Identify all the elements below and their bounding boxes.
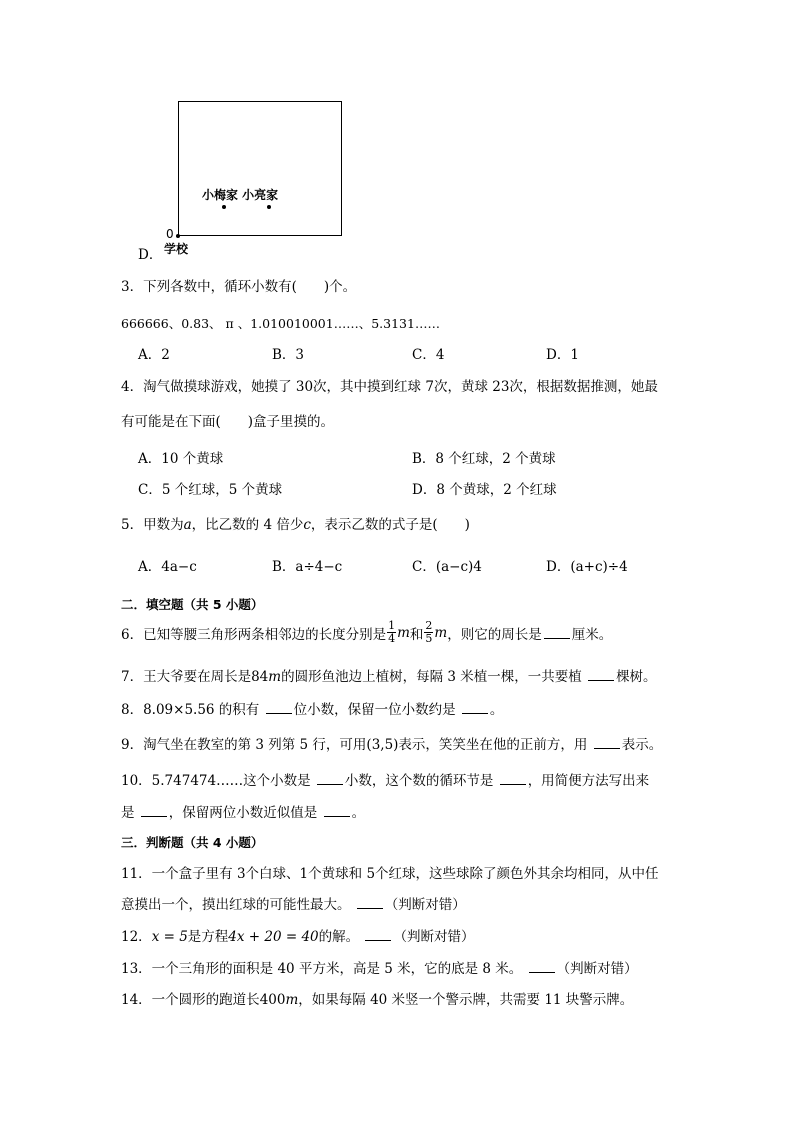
q4-stem-line2: 有可能是在下面( )盒子里摸的。 <box>121 414 335 430</box>
q5-stem-b: ，比乙数的 4 倍少 <box>191 517 304 533</box>
q10-blank-4[interactable] <box>324 804 350 817</box>
q11-answer-blank[interactable] <box>357 896 383 909</box>
q5-option-d: D．(a+c)÷4 <box>546 559 628 575</box>
q14-pre: 14．一个圆形的跑道长 <box>121 992 260 1008</box>
q10-blank-2[interactable] <box>500 772 526 785</box>
q13-answer-blank[interactable] <box>529 960 555 973</box>
q4-option-d: D．8 个黄球，2 个红球 <box>412 482 557 498</box>
q8-mid: 位小数，保留一位小数约是 <box>293 702 456 718</box>
q3-option-d: D．1 <box>546 347 579 363</box>
q10-line1-c: ，用简便方法写出来 <box>527 773 650 789</box>
q9-text: 9．淘气坐在教室的第 3 列第 5 行，可用(3,5)表示，笑笑坐在他的正前方，用 <box>121 737 588 753</box>
q4-option-b: B．8 个红球，2 个黄球 <box>412 451 556 467</box>
q3-option-a: A．2 <box>138 347 170 363</box>
q14-unit: m <box>285 992 299 1008</box>
q5-stem-a: 5．甲数为 <box>121 517 184 533</box>
section-fill-blank-title: 二．填空题（共 5 小题） <box>121 597 264 612</box>
q9-tail: 表示。 <box>621 737 663 753</box>
q12-post: 的解。 <box>318 929 360 945</box>
q8-pre: 8．8.09×5.56 的积有 <box>121 702 260 718</box>
q12-eq1: x = 5 <box>151 929 188 945</box>
q6-pre: 6．已知等腰三角形两条相邻边的长度分别是 <box>121 626 387 643</box>
q10-line2-c: 。 <box>351 805 366 821</box>
q8-blank-1[interactable] <box>266 701 292 714</box>
q6-f2-den: 5 <box>425 632 433 645</box>
q7-tail: 棵树。 <box>616 669 657 685</box>
q11-tail: （判断对错） <box>384 897 466 913</box>
q8-line <box>121 698 503 718</box>
q5-stem-c: ，表示乙数的式子是( ) <box>310 517 470 533</box>
q4-stem-line1: 4．淘气做摸球游戏，她摸了 30次，其中摸到红球 7次，黄球 23次，根据数据推测，她最 <box>121 379 658 395</box>
q11-line2-text: 意摸出一个，摸出红球的可能性最大。 <box>121 897 351 913</box>
q12-eq2: 4x + 20 = 40 <box>228 929 319 945</box>
q10-line1 <box>121 769 649 789</box>
option-d-letter: D． <box>138 247 163 263</box>
q6-unit-1: m <box>397 624 410 641</box>
q6-line <box>121 620 612 645</box>
map-frame <box>178 101 342 236</box>
q13-line <box>121 957 638 977</box>
q11-line2 <box>121 893 466 913</box>
q6-and: 和 <box>409 626 424 643</box>
q5-var-a: a <box>183 517 192 533</box>
q7-num: 84 <box>251 669 269 685</box>
origin-dot <box>176 234 180 238</box>
q6-answer-blank[interactable] <box>544 626 570 639</box>
q6-f2-num: 2 <box>425 619 433 632</box>
xiaoliang-home-dot <box>267 205 271 209</box>
q8-tail: 。 <box>489 702 504 718</box>
q6-tail: 厘米。 <box>571 626 613 643</box>
q6-post: ，则它的周长是 <box>447 626 542 643</box>
q9-line <box>121 733 662 753</box>
q3-option-b: B．3 <box>272 347 305 363</box>
q3-option-c: C．4 <box>412 347 445 363</box>
q12-pre: 12． <box>121 929 152 945</box>
q7-pre: 7．王大爷要在周长是 <box>121 669 252 685</box>
q12-tail: （判断对错） <box>393 929 475 945</box>
q5-option-a: A．4a−c <box>138 559 197 575</box>
q10-blank-1[interactable] <box>317 772 343 785</box>
q11-line1: 11．一个盒子里有 3个白球、1个黄球和 5个红球，这些球除了颜色外其余均相同，从中任 <box>121 866 659 882</box>
q9-answer-blank[interactable] <box>594 736 620 749</box>
q10-line1-b: 小数，这个数的循环节是 <box>344 773 494 789</box>
xiaomei-home-dot <box>222 205 226 209</box>
q4-option-a: A．10 个黄球 <box>138 451 224 467</box>
q8-blank-2[interactable] <box>462 701 488 714</box>
q10-line1-a: 10．5.747474……这个小数是 <box>121 773 311 789</box>
q7-answer-blank[interactable] <box>588 668 614 681</box>
q6-unit-2: m <box>434 624 448 641</box>
section-true-false-title: 三．判断题（共 4 小题） <box>121 835 264 850</box>
q3-stem: 3．下列各数中，循环小数有( )个。 <box>121 279 357 295</box>
q7-mid: 的圆形鱼池边上植树，每隔 3 米植一棵，一共要植 <box>281 669 582 685</box>
q14-post: ，如果每隔 40 米竖一个警示牌，共需要 11 块警示牌。 <box>298 992 634 1008</box>
q13-tail: （判断对错） <box>556 961 638 977</box>
school-label: 学校 <box>164 242 189 256</box>
q14-num: 400 <box>259 992 286 1008</box>
homes-label: 小梅家 小亮家 <box>202 188 279 202</box>
q6-fraction-1 <box>387 620 396 645</box>
q12-line <box>121 925 474 945</box>
q4-option-c: C．5 个红球，5 个黄球 <box>138 482 283 498</box>
q14-line <box>121 988 633 1008</box>
origin-label: 0 <box>166 227 174 241</box>
q6-fraction-2 <box>424 620 433 645</box>
q10-blank-3[interactable] <box>141 804 167 817</box>
q5-option-b: B．a÷4−c <box>272 559 343 575</box>
q5-var-c: c <box>303 517 311 533</box>
q10-line2-b: ，保留两位小数近似值是 <box>168 805 318 821</box>
q12-mid: 是方程 <box>187 929 229 945</box>
q7-unit: m <box>268 669 282 685</box>
q5-option-c: C．(a−c)4 <box>412 559 482 575</box>
q3-numbers: 666666、0.83、 π 、1.010010001……、5.3131…… <box>121 316 440 331</box>
q7-line <box>121 665 657 685</box>
q10-line2-a: 是 <box>121 805 135 821</box>
q6-f1-num: 1 <box>388 619 396 632</box>
q12-answer-blank[interactable] <box>365 928 391 941</box>
q5-stem <box>121 513 470 533</box>
q10-line2 <box>121 801 365 821</box>
q6-f1-den: 4 <box>388 632 396 645</box>
q13-text: 13．一个三角形的面积是 40 平方米，高是 5 米，它的底是 8 米。 <box>121 961 523 977</box>
